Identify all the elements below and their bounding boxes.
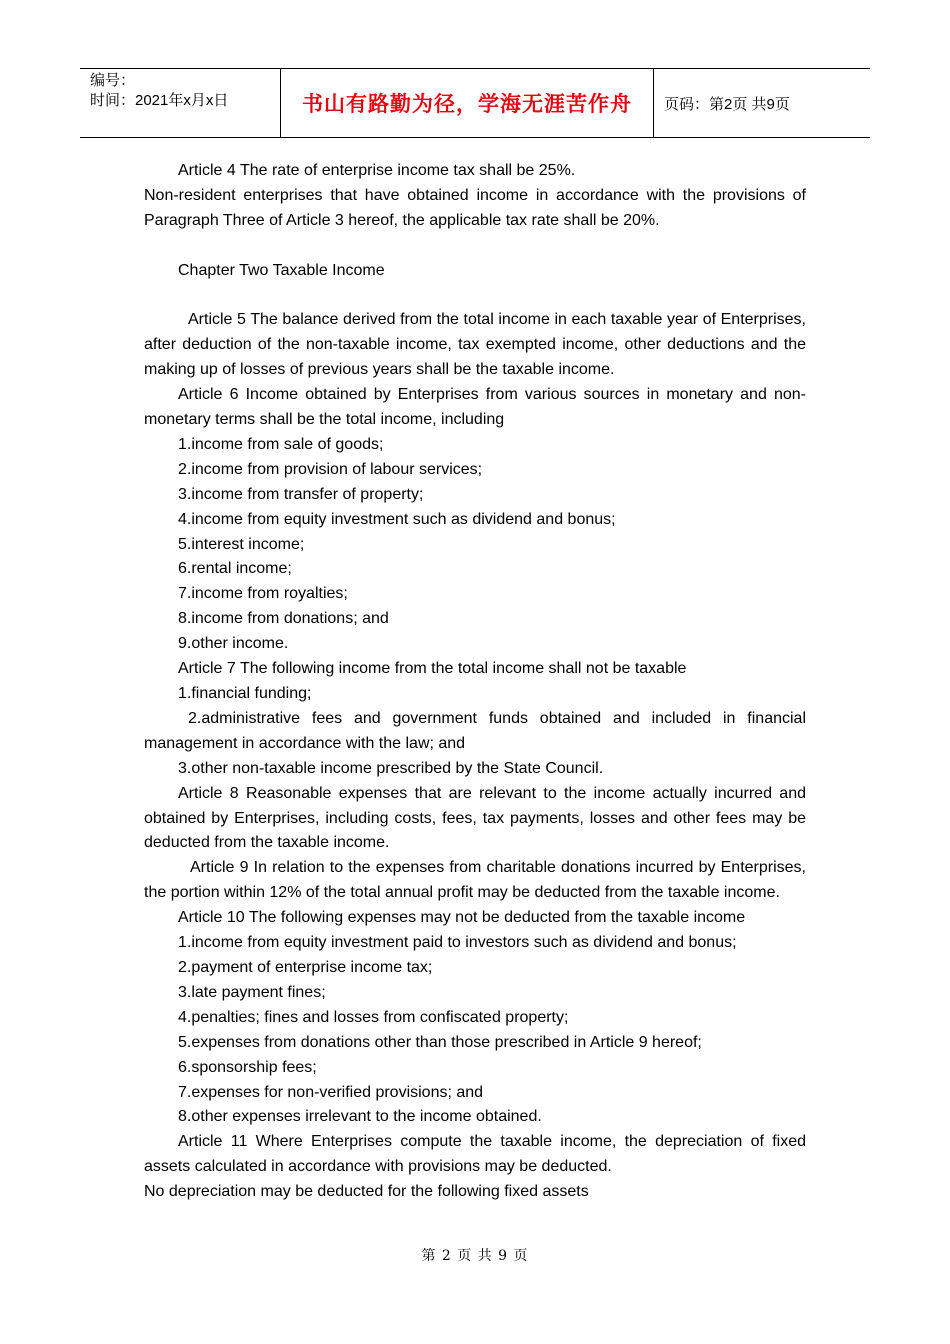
chapter-title: Chapter Two Taxable Income <box>178 261 385 279</box>
header-page-cell <box>654 69 870 137</box>
article-7-intro: Article 7 The following income from the total income shall not be taxable <box>178 660 687 678</box>
list-item: 7.expenses for non-verified provisions; and <box>178 1083 484 1101</box>
article-4-paragraph: Article 4 The rate of enterprise income tax shall be 25%. <box>178 162 576 179</box>
header-meta <box>80 69 281 137</box>
article-10-intro: Article 10 The following expenses may not be deducted from the taxable income <box>178 909 746 927</box>
list-item: 6.sponsorship fees; <box>178 1058 317 1076</box>
list-item: 5.expenses from donations other than those prescribed in Article 9 hereof; <box>178 1033 702 1051</box>
list-item: 1.income from sale of goods; <box>178 435 384 453</box>
list-item: 4.penalties; fines and losses from confiscated property; <box>178 1008 569 1026</box>
list-item: 6.rental income; <box>178 560 292 578</box>
list-item: 1.financial funding; <box>178 685 312 702</box>
list-item: 4.income from equity investment such as dividend and bonus; <box>178 510 616 528</box>
list-item: 5.interest income; <box>178 535 305 553</box>
list-item: 1.income from equity investment paid to investors such as dividend and bonus; <box>178 934 737 952</box>
list-item: 8.income from donations; and <box>178 610 389 628</box>
page-footer: 第 2 页 共 9 页 <box>421 1248 529 1264</box>
article-9-paragraph: Article 9 In relation to the expenses from charitable donations incurred by Enterprises, the portion within 12% of the total annual profit may be deducted from the taxable income. <box>144 859 806 902</box>
page-header <box>80 68 870 138</box>
article-6-intro: Article 6 Income obtained by Enterprises from various sources in monetary and non-monetary terms shall be the total income, including <box>144 386 806 429</box>
article-5-paragraph: Article 5 The balance derived from the total income in each taxable year of Enterprises, after deduction of the non-taxable income, tax exempted income, other deductions and the making up of losses of previous years shall be the taxable income. <box>144 311 806 379</box>
document-time-label: 时间：2021年x月x日 <box>90 92 229 109</box>
spacer <box>144 284 806 309</box>
article-4-paragraph-2: Non-resident enterprises that have obtained income in accordance with the provisions of Paragraph Three of Article 3 hereof, the applicable tax rate shall be 20%. <box>144 186 806 229</box>
list-item: 7.income from royalties; <box>178 585 348 603</box>
document-number-label: 编号： <box>90 72 136 89</box>
header-page-label: 页码：第2页 共9页 <box>664 95 790 113</box>
list-item: 3.income from transfer of property; <box>178 485 424 503</box>
spacer <box>144 234 806 259</box>
header-motto: 书山有路勤为径，学海无涯苦作舟 <box>302 93 632 116</box>
document-body <box>144 159 806 1205</box>
header-motto-cell <box>281 69 654 137</box>
list-item: 9.other income. <box>178 635 289 653</box>
list-item: 3.late payment fines; <box>178 983 326 1001</box>
list-item: 2.payment of enterprise income tax; <box>178 958 433 976</box>
article-11-paragraph: Article 11 Where Enterprises compute the taxable income, the depreciation of fixed assets calculated in accordance with provisions may be deducted. <box>144 1133 806 1176</box>
article-8-paragraph: Article 8 Reasonable expenses that are relevant to the income actually incurred and obtained by Enterprises, including costs, fees, tax payments, losses and other fees may be deducted from the taxable income. <box>144 784 806 852</box>
list-item: 8.other expenses irrelevant to the income obtained. <box>178 1108 542 1126</box>
list-item: 3.other non-taxable income prescribed by the State Council. <box>178 759 604 777</box>
list-item: 2.income from provision of labour services; <box>178 460 483 478</box>
article-11-paragraph-2: No depreciation may be deducted for the following fixed assets <box>144 1183 589 1201</box>
list-item: 2.administrative fees and government funds obtained and included in financial management in accordance with the law; and <box>144 709 806 752</box>
